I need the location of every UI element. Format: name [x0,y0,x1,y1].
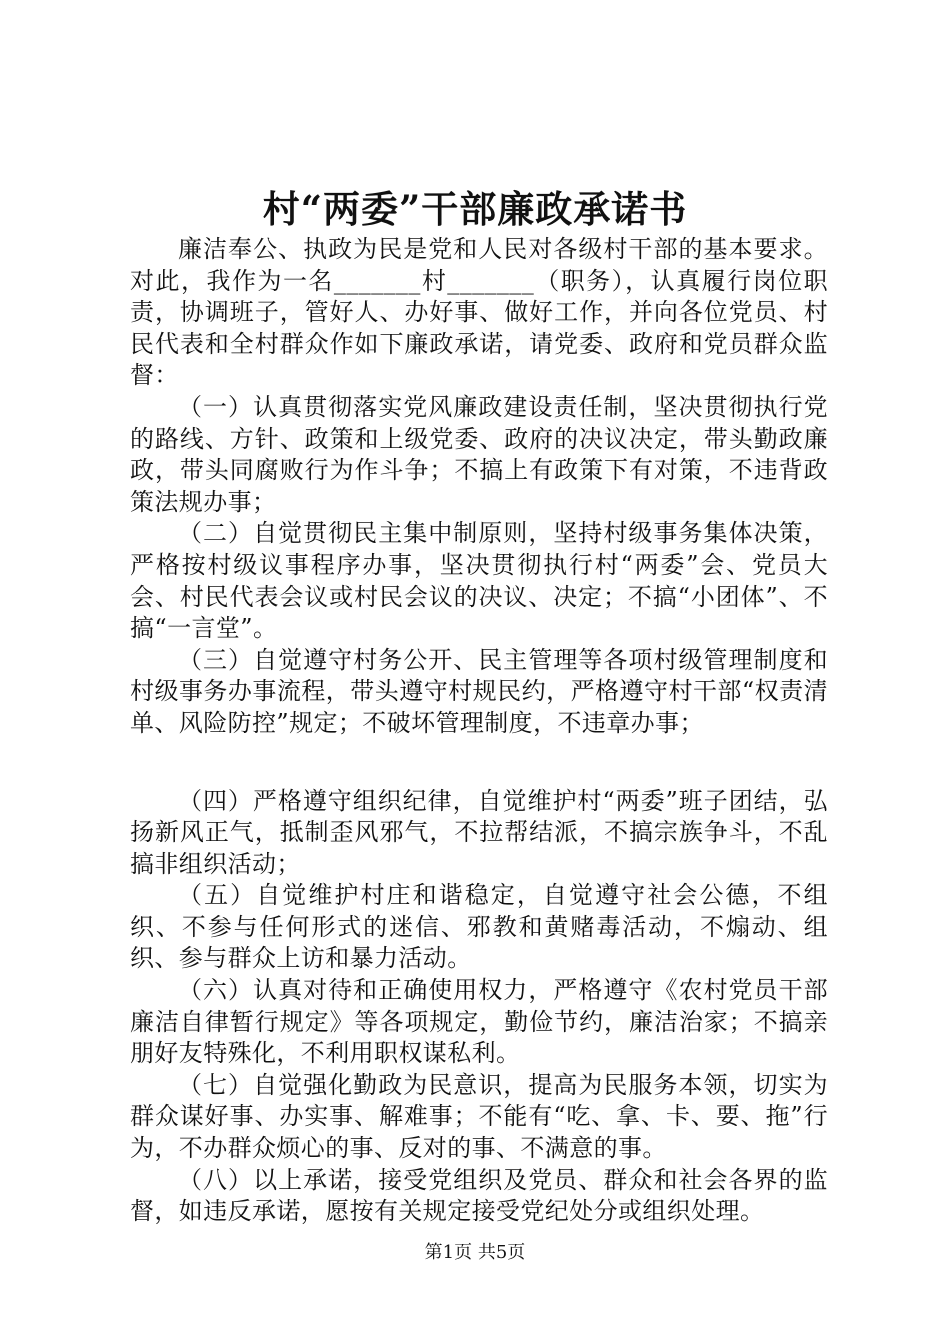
pledge-item-1: （一）认真贯彻落实党风廉政建设责任制，坚决贯彻执行党的路线、方针、政策和上级党委、政府的决议决定，带头勤政廉政，带头同腐败行为作斗争；不搞上有政策下有对策，不违背政策法规办事； [130,392,828,516]
pledge-item-5: （五）自觉维护村庄和谐稳定，自觉遵守社会公德，不组织、不参与任何形式的迷信、邪教和黄赌毒活动，不煽动、组织、参与群众上访和暴力活动。 [130,881,828,973]
pledge-item-8: （八）以上承诺，接受党组织及党员、群众和社会各界的监督，如违反承诺，愿按有关规定接受党纪处分或组织处理。 [130,1165,828,1226]
intro-paragraph: 廉洁奉公、执政为民是党和人民对各级村干部的基本要求。对此，我作为一名_______村_______（职务），认真履行岗位职责，协调班子，管好人、办好事、做好工作，并向各位党员、村民代表和全村群众作如下廉政承诺，请党委、政府和党员群众监督： [130,235,828,390]
pledge-item-6: （六）认真对待和正确使用权力，严格遵守《农村党员干部廉洁自律暂行规定》等各项规定，勤俭节约，廉洁治家；不搞亲朋好友特殊化，不利用职权谋私利。 [130,976,828,1068]
document-title: 村“两委”干部廉政承诺书 [262,187,688,231]
pledge-item-3: （三）自觉遵守村务公开、民主管理等各项村级管理制度和村级事务办事流程，带头遵守村规民约，严格遵守村干部“权责清单、风险防控”规定；不破坏管理制度，不违章办事； [130,645,828,737]
paragraph-gap [130,740,828,786]
page-number-footer: 第1页 共5页 [424,1242,526,1263]
pledge-item-2: （二）自觉贯彻民主集中制原则，坚持村级事务集体决策，严格按村级议事程序办事，坚决贯彻执行村“两委”会、党员大会、村民代表会议或村民会议的决议、决定；不搞“小团体”、不搞“一言堂”。 [130,519,828,643]
pledge-item-7: （七）自觉强化勤政为民意识，提高为民服务本领，切实为群众谋好事、办实事、解难事；不能有“吃、拿、卡、要、拖”行为，不办群众烦心的事、反对的事、不满意的事。 [130,1070,828,1163]
document-body [130,234,828,1228]
pledge-item-4: （四）严格遵守组织纪律，自觉维护村“两委”班子团结，弘扬新风正气，抵制歪风邪气，不拉帮结派，不搞宗族争斗，不乱搞非组织活动； [130,786,828,878]
